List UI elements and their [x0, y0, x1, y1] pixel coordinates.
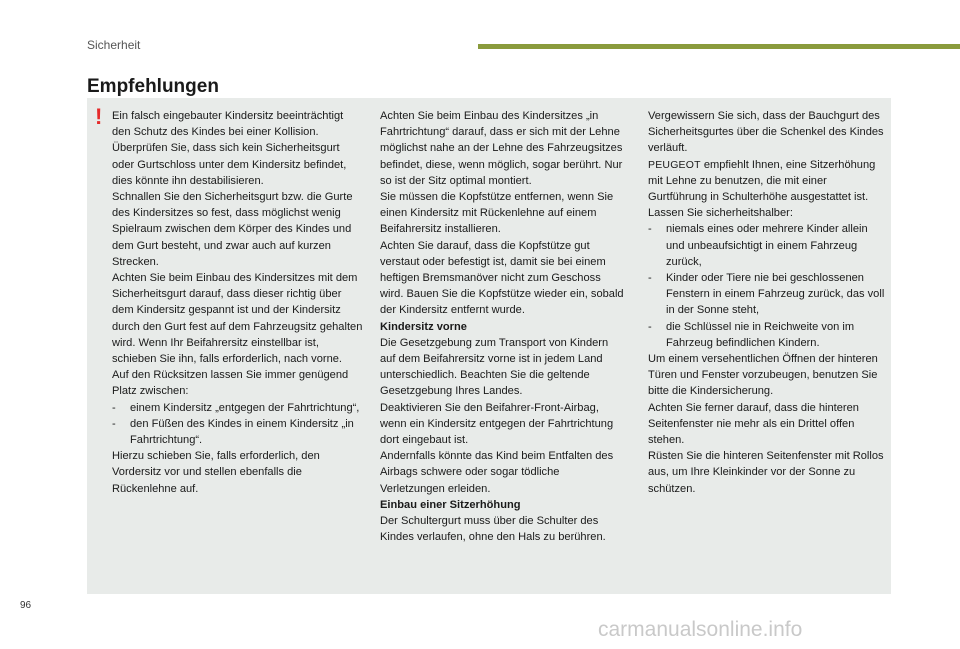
subheading: Einbau einer Sitzerhöhung: [380, 498, 521, 511]
paragraph: Der Schultergurt muss über die Schulter des Kindes verlaufen, ohne den Hals zu berühren.: [380, 515, 606, 544]
watermark: carmanualsonline.info: [598, 618, 803, 641]
paragraph: Achten Sie ferner darauf, dass die hinteren Seitenfenster nie mehr als ein Drittel offen stehen.: [648, 401, 859, 447]
list-item: [112, 416, 364, 448]
column-2: [380, 108, 625, 545]
paragraph: Schnallen Sie den Sicherheitsgurt bzw. die Gurte des Kindersitzes so fest, dass möglichst wenig Spielraum zwischen dem Körper des Kindes und dem Gurt besteht, und zwar auch auf kurzen Strecken.: [112, 191, 353, 268]
paragraph: Hierzu schieben Sie, falls erforderlich, den Vordersitz vor und stellen ebenfalls die Rückenlehne auf.: [112, 450, 320, 495]
header-rule: [478, 44, 960, 49]
list-item-text: die Schlüssel nie in Reichweite von im Fahrzeug befindlichen Kindern.: [666, 320, 855, 349]
column-1: [112, 108, 364, 497]
column-3: [648, 108, 888, 497]
paragraph: [648, 157, 888, 206]
paragraph-text: empfiehlt Ihnen, eine Sitzerhöhung mit Lehne zu benutzen, die mit einer Gurtführung in Schulterhöhe ausgestattet ist.: [648, 158, 876, 204]
list-item: [112, 400, 364, 416]
paragraph: Vergewissern Sie sich, dass der Bauchgurt des Sicherheitsgurtes über die Schenkel des Kindes verläuft.: [648, 110, 884, 155]
paragraph: Lassen Sie sicherheitshalber:: [648, 207, 793, 220]
list-dash: -: [112, 417, 116, 430]
paragraph: Rüsten Sie die hinteren Seitenfenster mit Rollos aus, um Ihre Kleinkinder vor der Sonne zu schützen.: [648, 450, 884, 495]
list-dash: -: [648, 320, 652, 333]
page-number: 96: [20, 600, 32, 611]
paragraph: Überprüfen Sie, dass sich kein Sicherheitsgurt oder Gurtschloss unter dem Kindersitz befindet, dies könnte ihn destabilisieren.: [112, 142, 347, 187]
paragraph: Deaktivieren Sie den Beifahrer-Front-Airbag, wenn ein Kindersitz entgegen der Fahrtrichtung dort eingebaut ist.: [380, 401, 614, 447]
page-title: Empfehlungen: [87, 76, 219, 97]
paragraph: Achten Sie beim Einbau des Kindersitzes mit dem Sicherheitsgurt darauf, dass dieser richtig über dem Kindersitz gespannt ist und der Kindersitz durch den Gurt fest auf dem Fahrzeugsitz gehalten wird. Wenn Ihr Beifahrersitz einstellbar ist, schieben Sie ihn, falls erforderlich, nach vorne.: [112, 272, 363, 366]
list-dash: -: [648, 223, 652, 236]
paragraph: Sie müssen die Kopfstütze entfernen, wenn Sie einen Kindersitz mit Rückenlehne auf einem Beifahrersitz installieren.: [380, 191, 614, 236]
list-item: [648, 270, 888, 319]
list-dash: -: [648, 272, 652, 285]
exclamation-icon: !: [95, 104, 103, 129]
paragraph: Die Gesetzgebung zum Transport von Kindern auf dem Beifahrersitz vorne ist in jedem Land unterschiedlich. Beachten Sie die geltende Gesetzgebung Ihres Landes.: [380, 336, 609, 398]
list-item-text: Kinder oder Tiere nie bei geschlossenen Fenstern in einem Fahrzeug zurück, das voll in der Sonne steht,: [666, 272, 885, 317]
paragraph: Achten Sie beim Einbau des Kindersitzes „in Fahrtrichtung“ darauf, dass er sich mit der Lehne möglichst nahe an der Lehne des Fahrzeugsitzes befindet, diese, wenn möglich, sogar berührt. Nur so ist der Sitz optimal montiert.: [380, 110, 623, 187]
list-item: [648, 221, 888, 270]
paragraph: Auf den Rücksitzen lassen Sie immer genügend Platz zwischen:: [112, 369, 349, 398]
paragraph: Achten Sie darauf, dass die Kopfstütze gut verstaut oder befestigt ist, damit sie bei einem heftigen Bremsmanöver nicht zum Geschoss wird. Bauen Sie die Kopfstütze wieder ein, sobald der Kindersitz entfernt wurde.: [380, 239, 624, 317]
brand-name: PEUGEOT: [648, 158, 701, 171]
list-item-text: einem Kindersitz „entgegen der Fahrtrichtung“,: [130, 401, 360, 414]
subheading: Kindersitz vorne: [380, 320, 467, 333]
paragraph: Um einem versehentlichen Öffnen der hinteren Türen und Fenster vorzubeugen, benutzen Sie bitte die Kindersicherung.: [648, 353, 878, 398]
list-item: [648, 319, 888, 351]
paragraph: Ein falsch eingebauter Kindersitz beeinträchtigt den Schutz des Kindes bei einer Kollision.: [112, 110, 344, 139]
paragraph: Andernfalls könnte das Kind beim Entfalten des Airbags schwere oder sogar tödliche Verletzungen erleiden.: [380, 450, 614, 495]
list-item-text: den Füßen des Kindes in einem Kindersitz „in Fahrtrichtung“.: [130, 417, 354, 447]
list-dash: -: [112, 401, 116, 414]
section-label: Sicherheit: [87, 38, 141, 52]
list-item-text: niemals eines oder mehrere Kinder allein und unbeaufsichtigt in einem Fahrzeug zurück,: [666, 223, 868, 268]
